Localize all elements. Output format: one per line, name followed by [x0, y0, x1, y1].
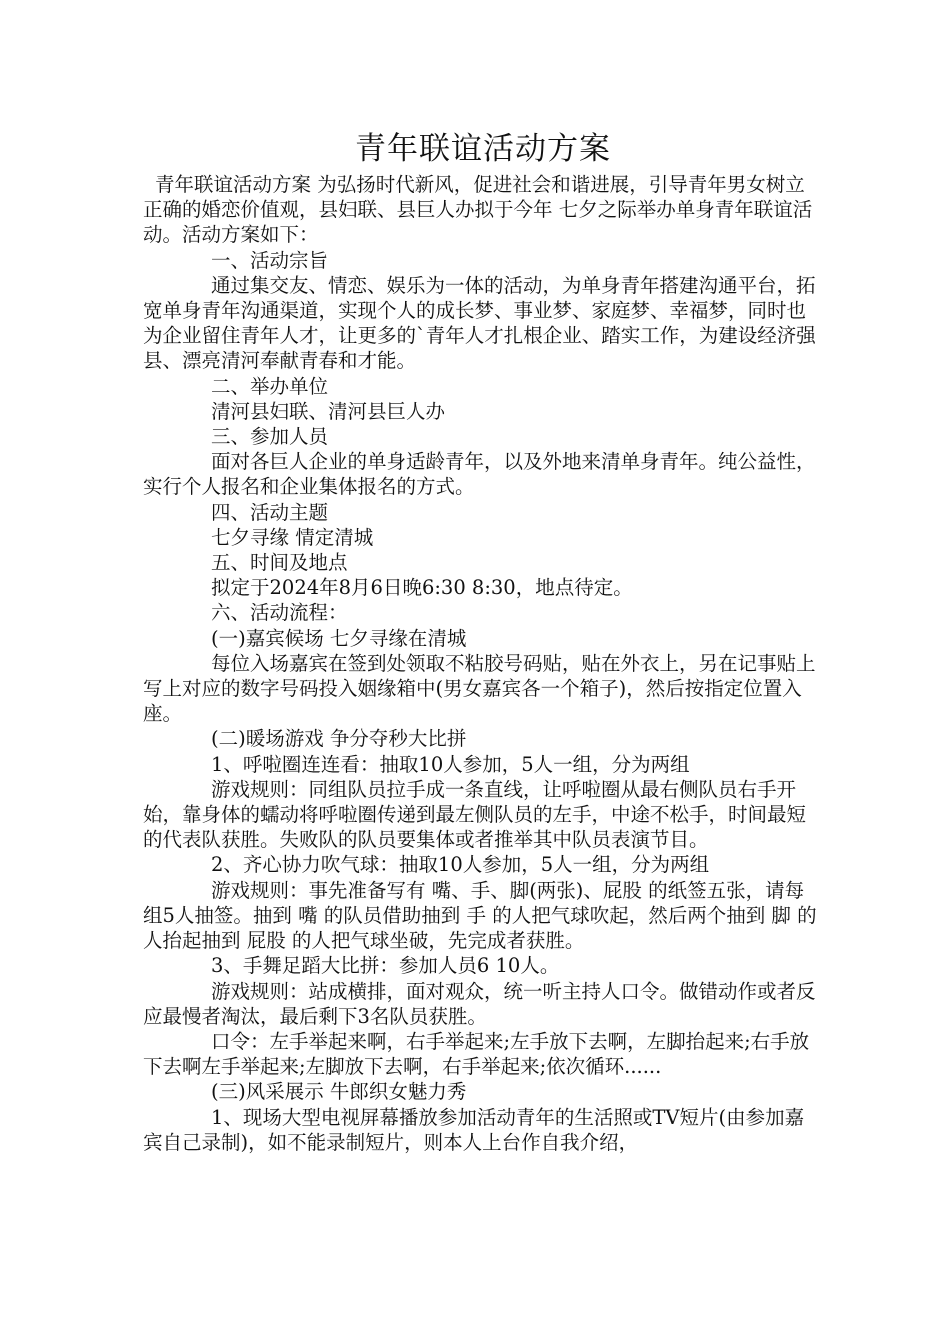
paragraph: 2、齐心协力吹气球：抽取10人参加，5人一组，分为两组	[211, 853, 710, 877]
paragraph: 四、活动主题	[211, 500, 329, 524]
paragraph: 二、举办单位	[211, 374, 329, 398]
paragraph: 口令：左手举起来啊，右手举起来;左手放下去啊，左脚抬起来;右手放下去啊左手举起来;左脚放下去啊，右手举起来;依次循环......	[143, 1029, 810, 1079]
document-page	[143, 126, 823, 1155]
paragraph: 3、手舞足蹈大比拼：参加人员6 10人。	[211, 954, 560, 978]
paragraph: (二)暖场游戏 争分夺秒大比拼	[211, 727, 467, 751]
paragraph: 游戏规则：同组队员拉手成一条直线，让呼啦圈从最右侧队员右手开始，靠身体的蠕动将呼啦圈传递到最左侧队员的左手，中途不松手，时间最短的代表队获胜。失败队的队员要集体或者推举其中队员表演节目。	[143, 777, 807, 852]
paragraph: 游戏规则：事先准备写有 嘴、手、脚(两张)、屁股 的纸签五张，请每组5人抽签。抽到 嘴 的队员借助抽到 手 的人把气球吹起，然后两个抽到 脚 的人抬起抽到 屁股 的人把气球坐破，先完成者获胜。	[143, 878, 817, 953]
paragraph: 拟定于2024年8月6日晚6:30 8:30，地点待定。	[211, 576, 633, 600]
paragraph: 1、现场大型电视屏幕播放参加活动青年的生活照或TV短片(由参加嘉宾自己录制)，如不能录制短片，则本人上台作自我介绍，	[143, 1105, 805, 1154]
paragraph: (三)风采展示 牛郎织女魅力秀	[211, 1080, 467, 1104]
paragraph: 七夕寻缘 情定清城	[211, 525, 374, 549]
paragraph: 1、呼啦圈连连看：抽取10人参加，5人一组，分为两组	[211, 752, 690, 776]
document-title: 青年联谊活动方案	[355, 131, 611, 167]
paragraph: 五、时间及地点	[211, 551, 348, 575]
paragraph: 每位入场嘉宾在签到处领取不粘胶号码贴，贴在外衣上，另在记事贴上写上对应的数字号码投入姻缘箱中(男女嘉宾各一个箱子)，然后按指定位置入座。	[143, 651, 816, 726]
document-body	[143, 172, 823, 1155]
paragraph: 一、活动宗旨	[211, 248, 329, 272]
paragraph: (一)嘉宾候场 七夕寻缘在清城	[211, 626, 467, 650]
paragraph: 三、参加人员	[211, 425, 329, 449]
paragraph: 青年联谊活动方案 为弘扬时代新风，促进社会和谐进展，引导青年男女树立正确的婚恋价值观，县妇联、县巨人办拟于今年 七夕之际举办单身青年联谊活动。活动方案如下：	[143, 173, 813, 247]
paragraph: 六、活动流程：	[211, 601, 348, 625]
paragraph: 面对各巨人企业的单身适龄青年，以及外地来清单身青年。纯公益性，实行个人报名和企业集体报名的方式。	[143, 450, 816, 499]
paragraph: 清河县妇联、清河县巨人办	[211, 399, 446, 423]
paragraph: 游戏规则：站成横排，面对观众，统一听主持人口令。做错动作或者反应最慢者淘汰，最后剩下3名队员获胜。	[143, 979, 816, 1028]
paragraph: 通过集交友、情恋、娱乐为一体的活动，为单身青年搭建沟通平台，拓宽单身青年沟通渠道，实现个人的成长梦、事业梦、家庭梦、幸福梦，同时也为企业留住青年人才，让更多的`青年人才扎根企业、踏实工作，为建设经济强县、漂亮清河奉献青春和才能。	[143, 273, 816, 373]
